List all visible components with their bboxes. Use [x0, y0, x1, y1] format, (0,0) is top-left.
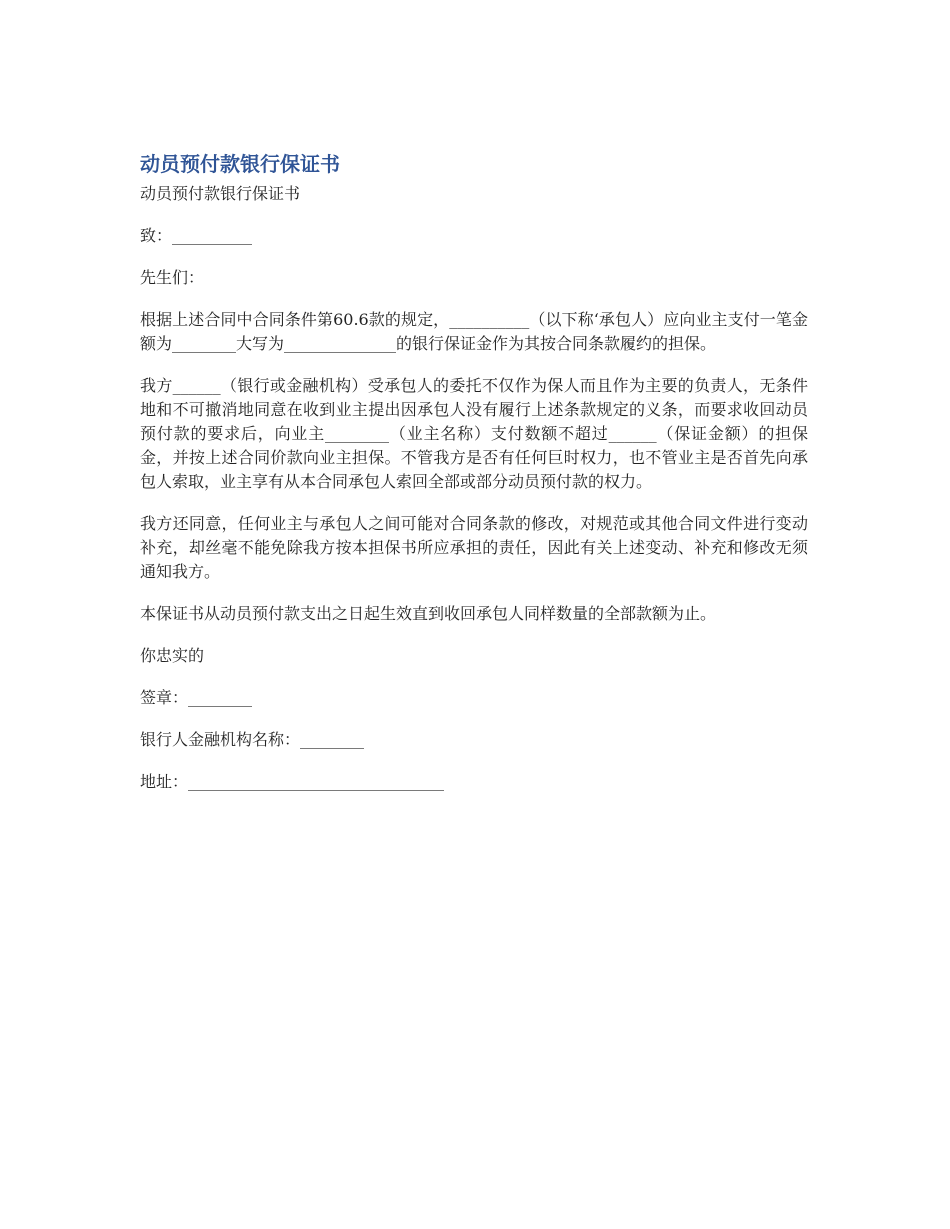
- signature-line: 签章：________: [140, 688, 253, 707]
- address-line: 地址：________________________________: [140, 772, 445, 791]
- bank-name-line: 银行人金融机构名称：________: [140, 730, 365, 749]
- salutation: 先生们：: [140, 268, 205, 287]
- paragraph-amendment-consent: 我方还同意，任何业主与承包人之间可能对合同条款的修改，对规范或其他合同文件进行变动补充，却丝毫不能免除我方按本担保书所应承担的责任，因此有关上述变动、补充和修改无须通知我方。: [140, 514, 808, 581]
- recipient-line: 致：__________: [140, 226, 253, 245]
- closing: 你忠实的: [140, 646, 205, 665]
- document-title: 动员预付款银行保证书: [140, 152, 340, 176]
- document-page: [140, 146, 808, 794]
- paragraph-validity: 本保证书从动员预付款支出之日起生效直到收回承包人同样数量的全部款额为止。: [140, 604, 717, 623]
- paragraph-contract-terms: 根据上述合同中合同条件第60.6款的规定，__________（以下称‘承包人）应向业主支付一笔金额为________大写为______________的银行保证金作为其按合同条款履约的担保。: [140, 310, 808, 353]
- document-subtitle: 动员预付款银行保证书: [140, 184, 301, 203]
- paragraph-guarantee-commitment: 我方______（银行或金融机构）受承包人的委托不仅作为保人而且作为主要的负责人，无条件地和不可撤消地同意在收到业主提出因承包人没有履行上述条款规定的义条，而要求收回动员预付款的要求后，向业主________（业主名称）支付数额不超过______（保证金额）的担保金，并按上述合同价款向业主担保。不管我方是否有任何巨时权力，也不管业主是否首先向承包人索取，业主享有从本合同承包人索回全部或部分动员预付款的权力。: [140, 376, 808, 491]
